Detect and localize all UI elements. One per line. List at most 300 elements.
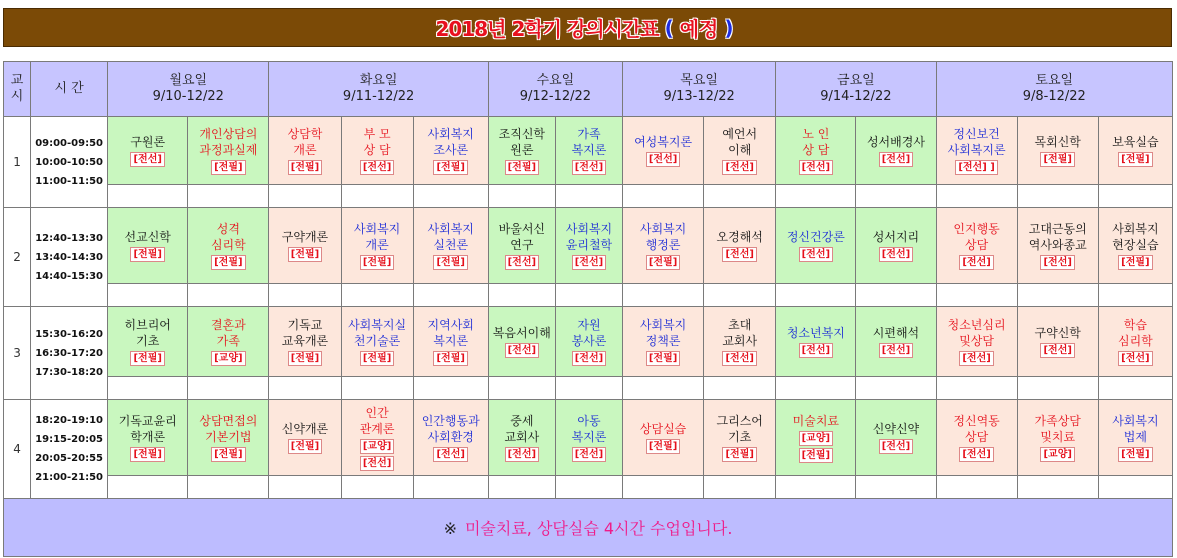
course-name: 히브리어: [124, 318, 171, 332]
title-status: 예정: [679, 17, 719, 41]
header-day-wed: 수요일 9/12-12/22: [488, 62, 622, 117]
course-name: 개론: [293, 143, 317, 157]
course-type-badge: [전선]: [722, 247, 756, 262]
period-number: 3: [4, 307, 31, 400]
course-cell: [108, 307, 188, 377]
course-type-badge: [전필]: [288, 439, 322, 454]
course-type-badge: [전선]: [799, 160, 833, 175]
course-name: 가족상담: [1034, 414, 1081, 428]
time-slot: 19:15-20:05: [35, 434, 103, 445]
course-type-badge: [전필]: [722, 447, 756, 462]
empty-cell: [555, 284, 622, 307]
time-slot: 13:40-14:30: [35, 251, 103, 263]
course-type-badge: [전선]: [360, 160, 394, 175]
course-type-badge: [전필]: [288, 351, 322, 366]
course-cell: [188, 307, 269, 377]
course-cell: [488, 208, 555, 284]
course-type-badge: [전선]: [1040, 343, 1074, 358]
course-type-badge: [전선] ]: [955, 160, 998, 175]
course-name: 조사론: [433, 143, 469, 157]
course-type-badge: [전선]: [572, 447, 606, 462]
course-cell: [413, 208, 488, 284]
empty-cell: [341, 476, 413, 499]
course-type-badge: [전선]: [879, 152, 913, 167]
course-type-badge: [전선]: [879, 247, 913, 262]
course-name: 복지론: [433, 334, 469, 348]
course-name: 상담실습: [639, 422, 687, 436]
course-name: 개론: [365, 238, 389, 252]
course-name: 교회사: [504, 430, 540, 444]
course-type-badge: [전필]: [360, 351, 394, 366]
course-name: 관계론: [359, 421, 395, 436]
time-slot: 20:05-20:55: [35, 453, 103, 464]
course-type-badge: [전선]: [879, 343, 913, 358]
course-cell: [1098, 307, 1172, 377]
course-name: 청소년복지: [786, 326, 845, 340]
course-name: 조직신학: [498, 127, 546, 141]
course-type-badge: [전선]: [646, 152, 680, 167]
empty-cell: [856, 185, 936, 208]
course-type-badge: [전선]: [433, 447, 467, 462]
table-row: [4, 400, 1173, 476]
course-name: 사회환경: [427, 430, 474, 444]
empty-cell: [704, 377, 776, 400]
course-cell: [341, 208, 413, 284]
course-name: 지역사회: [427, 318, 474, 332]
course-cell: [341, 307, 413, 377]
course-name: 성서배경사: [866, 135, 925, 149]
time-slot: 15:30-16:20: [35, 328, 103, 340]
course-name: 정신보건: [953, 127, 1000, 141]
course-name: 사회복지: [1112, 222, 1159, 236]
course-name: 상담: [965, 238, 989, 252]
course-type-badge: [교양]: [1040, 447, 1074, 462]
course-name: 예언서: [722, 127, 758, 141]
course-cell: [108, 208, 188, 284]
course-cell: [555, 307, 622, 377]
period-times: [31, 307, 108, 400]
header-day-fri: 금요일 9/14-12/22: [776, 62, 936, 117]
title-paren-open: (: [664, 15, 674, 40]
footer-note: [4, 499, 1173, 557]
course-cell: [704, 400, 776, 476]
course-type-badge: [전선]: [505, 447, 539, 462]
course-name: 상담: [965, 430, 989, 444]
course-name: 부 모: [363, 127, 391, 141]
period-times: [31, 400, 108, 499]
empty-cell: [856, 377, 936, 400]
course-cell: [188, 208, 269, 284]
course-type-badge: [전필]: [646, 255, 680, 270]
empty-cell: [188, 476, 269, 499]
course-name: 기초: [136, 334, 160, 348]
empty-cell: [1098, 377, 1172, 400]
course-type-badge: [전필]: [1118, 447, 1152, 462]
empty-cell: [1017, 185, 1098, 208]
period-times: [31, 117, 108, 208]
course-name: 인간행동과: [421, 414, 480, 428]
course-type-badge: [전필]: [1040, 152, 1074, 167]
course-type-badge: [전필]: [130, 447, 164, 462]
course-type-badge: [교양]: [799, 431, 833, 446]
empty-cell: [776, 476, 856, 499]
empty-cell: [1098, 185, 1172, 208]
course-name: 미술치료: [792, 413, 840, 428]
empty-cell: [108, 377, 188, 400]
course-name: 가족: [216, 334, 240, 348]
course-name: 사회복지: [1112, 414, 1159, 428]
course-type-badge: [전필]: [433, 351, 467, 366]
empty-cell: [1017, 476, 1098, 499]
course-type-badge: [교양]: [211, 351, 245, 366]
course-name: 실천론: [433, 238, 469, 252]
course-cell: [269, 208, 341, 284]
course-cell: [413, 117, 488, 185]
course-name: 상 담: [802, 143, 830, 157]
course-cell: [269, 117, 341, 185]
course-cell: [704, 307, 776, 377]
course-type-badge: [전선]: [879, 439, 913, 454]
page-title: 2018년 2학기 강의시간표: [435, 17, 659, 41]
course-cell: [776, 208, 856, 284]
course-name: 아동: [577, 414, 601, 428]
time-slot: 12:40-13:30: [35, 232, 103, 244]
course-cell: [341, 400, 413, 476]
course-cell: [1098, 400, 1172, 476]
header-day-mon: 월요일 9/10-12/22: [108, 62, 269, 117]
header-day-thu: 목요일 9/13-12/22: [623, 62, 776, 117]
table-row: [4, 307, 1173, 377]
empty-cell: [936, 377, 1017, 400]
empty-cell: [1098, 476, 1172, 499]
course-name: 현장실습: [1112, 238, 1159, 252]
empty-cell: [623, 476, 704, 499]
course-name: 인지행동: [953, 222, 1000, 236]
time-slot: 11:00-11:50: [35, 175, 103, 187]
course-type-badge: [전선]: [1040, 255, 1074, 270]
empty-cell: [623, 284, 704, 307]
timetable: [3, 61, 1173, 557]
header-day-tue: 화요일 9/11-12/22: [269, 62, 488, 117]
course-cell: [108, 400, 188, 476]
empty-cell: [704, 284, 776, 307]
course-cell: [108, 117, 188, 185]
course-type-badge: [전선]: [505, 343, 539, 358]
course-name: 시편해석: [872, 326, 920, 340]
course-name: 상담학: [287, 127, 323, 141]
course-cell: [856, 208, 936, 284]
time-slot: 18:20-19:10: [35, 415, 103, 426]
spacer-row: [4, 377, 1173, 400]
empty-cell: [936, 185, 1017, 208]
course-name: 상 담: [363, 143, 391, 157]
course-cell: [936, 208, 1017, 284]
empty-cell: [704, 185, 776, 208]
course-type-badge: [전선]: [959, 447, 993, 462]
course-name: 바울서신: [498, 222, 546, 236]
course-type-badge: [전선]: [130, 152, 164, 167]
course-cell: [341, 117, 413, 185]
course-name: 복지론: [571, 143, 607, 157]
empty-cell: [623, 377, 704, 400]
course-name: 사회복지: [639, 222, 687, 236]
course-type-badge: [전선]: [959, 351, 993, 366]
course-type-badge: [전선]: [572, 255, 606, 270]
empty-cell: [341, 377, 413, 400]
course-name: 사회복지실: [348, 318, 407, 332]
course-cell: [1098, 208, 1172, 284]
course-name: 연구: [510, 238, 534, 252]
course-cell: [555, 208, 622, 284]
time-slot: 14:40-15:30: [35, 270, 103, 282]
course-name: 노 인: [802, 127, 830, 141]
empty-cell: [188, 377, 269, 400]
course-name: 교회사: [722, 334, 758, 348]
course-name: 윤리철학: [565, 238, 613, 252]
title-paren-close: ): [724, 15, 734, 40]
empty-cell: [341, 185, 413, 208]
course-cell: [776, 117, 856, 185]
course-type-badge: [전선]: [722, 351, 756, 366]
title-bar: [3, 8, 1172, 47]
course-cell: [488, 307, 555, 377]
empty-cell: [108, 185, 188, 208]
course-cell: [623, 400, 704, 476]
course-name: 기독교: [287, 318, 323, 332]
course-type-badge: [전선]: [799, 343, 833, 358]
course-name: 교육개론: [281, 334, 329, 348]
course-type-badge: [교양]: [360, 439, 394, 454]
course-type-badge: [전필]: [433, 255, 467, 270]
course-name: 상담면접의: [199, 414, 258, 428]
empty-cell: [936, 476, 1017, 499]
time-slot: 16:30-17:20: [35, 347, 103, 359]
course-cell: [1017, 307, 1098, 377]
empty-cell: [1098, 284, 1172, 307]
empty-cell: [488, 284, 555, 307]
course-name: 및치료: [1040, 430, 1076, 444]
empty-cell: [623, 185, 704, 208]
empty-cell: [856, 476, 936, 499]
time-slot: 09:00-09:50: [35, 137, 103, 149]
course-cell: [704, 208, 776, 284]
course-name: 학개론: [130, 430, 166, 444]
time-slot: 10:00-10:50: [35, 156, 103, 168]
course-name: 복지론: [571, 430, 607, 444]
course-cell: [413, 400, 488, 476]
course-type-badge: [전선]: [572, 160, 606, 175]
course-name: 신약개론: [281, 422, 329, 436]
period-number: 4: [4, 400, 31, 499]
course-type-badge: [전필]: [130, 247, 164, 262]
course-cell: [936, 117, 1017, 185]
course-type-badge: [전선]: [722, 160, 756, 175]
empty-cell: [555, 377, 622, 400]
footer-note-text: 미술치료, 상담실습 4시간 수업입니다.: [464, 519, 733, 538]
course-type-badge: [전선]: [360, 456, 394, 471]
course-name: 기독교윤리: [118, 414, 177, 428]
course-name: 결혼과: [210, 318, 246, 332]
empty-cell: [488, 476, 555, 499]
course-type-badge: [전필]: [1118, 152, 1152, 167]
course-cell: [776, 400, 856, 476]
course-cell: [623, 307, 704, 377]
course-type-badge: [전선]: [505, 255, 539, 270]
course-name: 복음서이해: [492, 326, 551, 340]
course-name: 이해: [728, 143, 752, 157]
empty-cell: [1017, 284, 1098, 307]
course-cell: [936, 307, 1017, 377]
empty-cell: [488, 185, 555, 208]
period-number: 2: [4, 208, 31, 307]
course-name: 성서지리: [872, 230, 920, 244]
course-name: 자원: [577, 318, 601, 332]
course-type-badge: [전필]: [646, 351, 680, 366]
empty-cell: [188, 185, 269, 208]
empty-cell: [108, 476, 188, 499]
empty-cell: [704, 476, 776, 499]
course-type-badge: [전필]: [211, 255, 245, 270]
course-type-badge: [전필]: [211, 160, 245, 175]
course-type-badge: [전선]: [572, 351, 606, 366]
course-name: 목회신학: [1034, 135, 1081, 149]
empty-cell: [269, 476, 341, 499]
course-type-badge: [전필]: [1118, 255, 1152, 270]
empty-cell: [1017, 377, 1098, 400]
course-type-badge: [전필]: [288, 247, 322, 262]
spacer-row: [4, 185, 1173, 208]
timetable-body: [4, 117, 1173, 499]
course-name: 정신역동: [953, 414, 1000, 428]
course-name: 성격: [216, 222, 240, 236]
course-cell: [488, 117, 555, 185]
course-cell: [188, 400, 269, 476]
empty-cell: [413, 476, 488, 499]
course-cell: [555, 117, 622, 185]
time-slot: 21:00-21:50: [35, 472, 103, 483]
spacer-row: [4, 284, 1173, 307]
course-name: 가족: [577, 127, 601, 141]
course-name: 오경해석: [716, 230, 763, 244]
course-name: 기초: [728, 430, 752, 444]
course-type-badge: [전필]: [288, 160, 322, 175]
empty-cell: [936, 284, 1017, 307]
course-type-badge: [전필]: [130, 351, 164, 366]
course-name: 보육실습: [1112, 135, 1159, 149]
empty-cell: [341, 284, 413, 307]
course-name: 기본기법: [205, 430, 252, 444]
course-cell: [623, 208, 704, 284]
course-cell: [1017, 400, 1098, 476]
table-row: [4, 117, 1173, 185]
course-type-badge: [전필]: [433, 160, 467, 175]
course-cell: [269, 307, 341, 377]
course-name: 선교신학: [124, 230, 171, 244]
course-cell: [704, 117, 776, 185]
course-cell: [936, 400, 1017, 476]
course-cell: [188, 117, 269, 185]
empty-cell: [776, 284, 856, 307]
course-name: 중세: [510, 414, 534, 428]
course-cell: [555, 400, 622, 476]
course-type-badge: [전필]: [799, 448, 833, 463]
course-name: 과정과실제: [199, 143, 258, 157]
course-type-badge: [전필]: [360, 255, 394, 270]
course-name: 사회복지: [427, 127, 474, 141]
empty-cell: [413, 185, 488, 208]
empty-cell: [488, 377, 555, 400]
course-name: 개인상담의: [199, 127, 258, 141]
course-name: 인간: [365, 405, 389, 420]
course-name: 구원론: [130, 135, 166, 149]
course-name: 및상담: [959, 334, 994, 348]
empty-cell: [555, 185, 622, 208]
course-cell: [488, 400, 555, 476]
course-name: 여성복지론: [634, 135, 693, 149]
course-cell: [623, 117, 704, 185]
course-type-badge: [전필]: [211, 447, 245, 462]
course-cell: [413, 307, 488, 377]
period-number: 1: [4, 117, 31, 208]
course-cell: [856, 307, 936, 377]
table-row: [4, 208, 1173, 284]
empty-cell: [269, 284, 341, 307]
course-name: 심리학: [210, 238, 246, 252]
course-name: 사회복지: [639, 318, 687, 332]
empty-cell: [269, 377, 341, 400]
time-slot: 17:30-18:20: [35, 366, 103, 378]
empty-cell: [269, 185, 341, 208]
course-name: 봉사론: [571, 334, 607, 348]
course-name: 신약신약: [872, 422, 920, 436]
header-period: 교 시: [4, 62, 31, 117]
course-name: 사회복지: [565, 222, 613, 236]
empty-cell: [856, 284, 936, 307]
course-type-badge: [전선]: [959, 255, 993, 270]
course-cell: [856, 117, 936, 185]
course-cell: [1017, 117, 1098, 185]
course-name: 천기술론: [353, 334, 401, 348]
course-name: 초대: [728, 318, 752, 332]
course-name: 정책론: [645, 334, 681, 348]
course-name: 그리스어: [716, 414, 763, 428]
course-cell: [776, 307, 856, 377]
course-type-badge: [전선]: [1118, 351, 1152, 366]
course-name: 역사와종교: [1028, 238, 1087, 252]
course-name: 정신건강론: [786, 230, 845, 244]
course-name: 심리학: [1118, 334, 1153, 348]
reference-mark: ※: [443, 519, 457, 538]
course-cell: [856, 400, 936, 476]
course-name: 법제: [1123, 430, 1147, 444]
empty-cell: [188, 284, 269, 307]
course-name: 청소년심리: [947, 318, 1006, 332]
header-time: 시 간: [31, 62, 108, 117]
course-name: 고대근동의: [1028, 222, 1087, 236]
course-name: 사회복지론: [947, 143, 1006, 157]
empty-cell: [776, 377, 856, 400]
course-cell: [1098, 117, 1172, 185]
course-type-badge: [전필]: [505, 160, 539, 175]
period-times: [31, 208, 108, 307]
course-name: 구약신학: [1034, 326, 1081, 340]
course-name: 원론: [510, 143, 534, 157]
empty-cell: [555, 476, 622, 499]
empty-cell: [776, 185, 856, 208]
header-day-sat: 토요일 9/8-12/22: [936, 62, 1172, 117]
course-type-badge: [전선]: [799, 247, 833, 262]
course-cell: [269, 400, 341, 476]
